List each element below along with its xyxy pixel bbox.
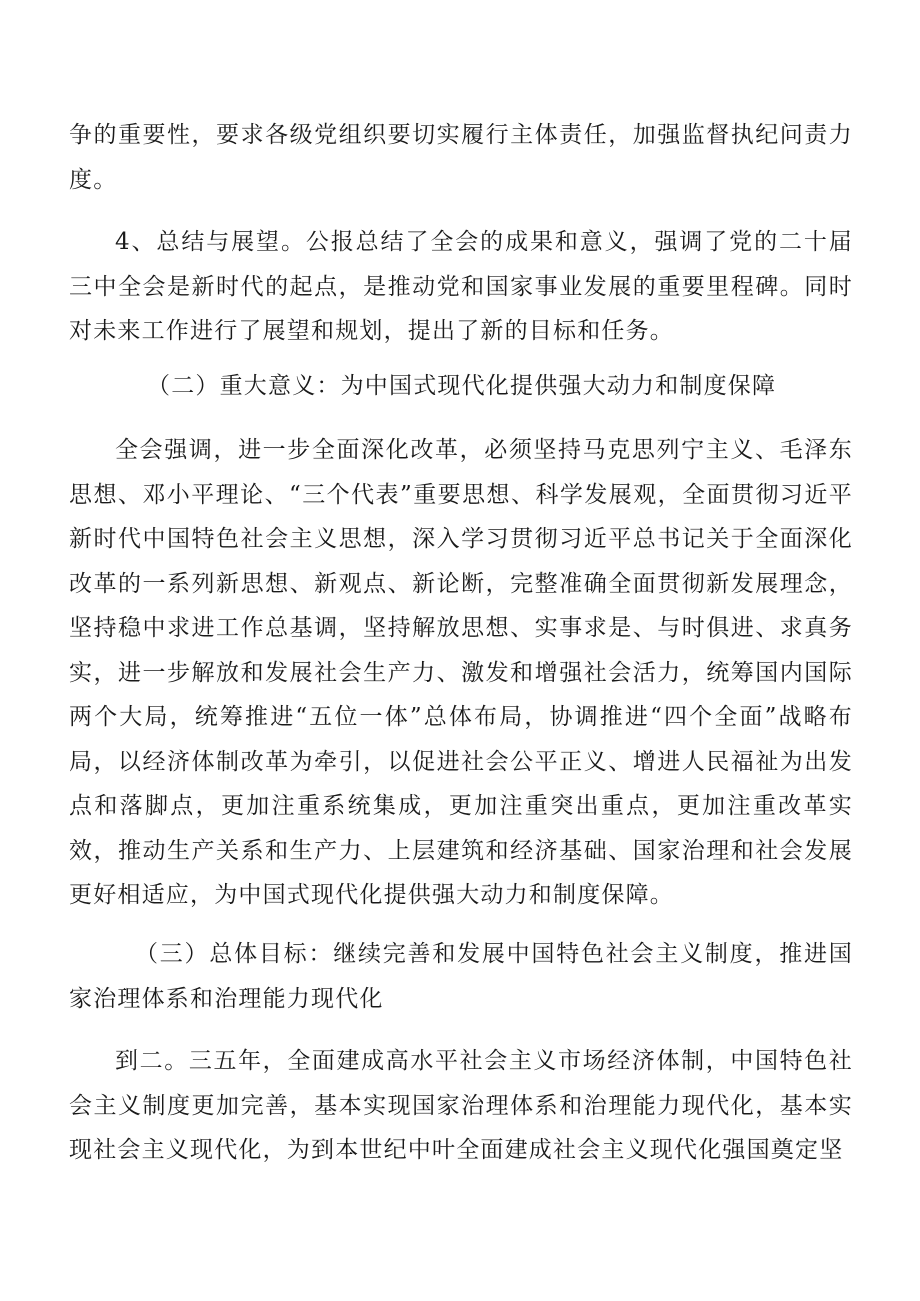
paragraph-2035-goal: 到二。三五年，全面建成高水平社会主义市场经济体制，中国特色社会主义制度更加完善，基本实现国家治理体系和治理能力现代化，基本实现社会主义现代化，为到本世纪中叶全面建成社会主义现代化强国奠定坚 <box>69 1048 853 1163</box>
section-heading-overall-goal: （三）总体目标：继续完善和发展中国特色社会主义制度，推进国家治理体系和治理能力现代化 <box>69 941 853 1012</box>
paragraph-summary-outlook: 4、总结与展望。公报总结了全会的成果和意义，强调了党的二十届三中全会是新时代的起点，是推动党和国家事业发展的重要里程碑。同时对未来工作进行了展望和规划，提出了新的目标和任务。 <box>69 229 853 344</box>
section-heading-significance: （二）重大意义：为中国式现代化提供强大动力和制度保障 <box>147 373 777 399</box>
paragraph-plenary-emphasis: 全会强调，进一步全面深化改革，必须坚持马克思列宁主义、毛泽东思想、邓小平理论、“三个代表”重要思想、科学发展观，全面贯彻习近平新时代中国特色社会主义思想，深入学习贯彻习近平总书记关于全面深化改革的一系列新思想、新观点、新论断，完整准确全面贯彻新发展理念，坚持稳中求进工作总基调，坚持解放思想、实事求是、与时俱进、求真务实，进一步解放和发展社会生产力、激发和增强社会活力，统筹国内国际两个大局，统筹推进“五位一体”总体布局，协调推进“四个全面”战略布局，以经济体制改革为牵引，以促进社会公平正义、增进人民福祉为出发点和落脚点，更加注重系统集成，更加注重突出重点，更加注重改革实效，推动生产关系和生产力、上层建筑和经济基础、国家治理和社会发展更好相适应，为中国式现代化提供强大动力和制度保障。 <box>69 437 853 908</box>
paragraph-continuation: 争的重要性，要求各级党组织要切实履行主体责任，加强监督执纪问责力度。 <box>69 122 853 193</box>
